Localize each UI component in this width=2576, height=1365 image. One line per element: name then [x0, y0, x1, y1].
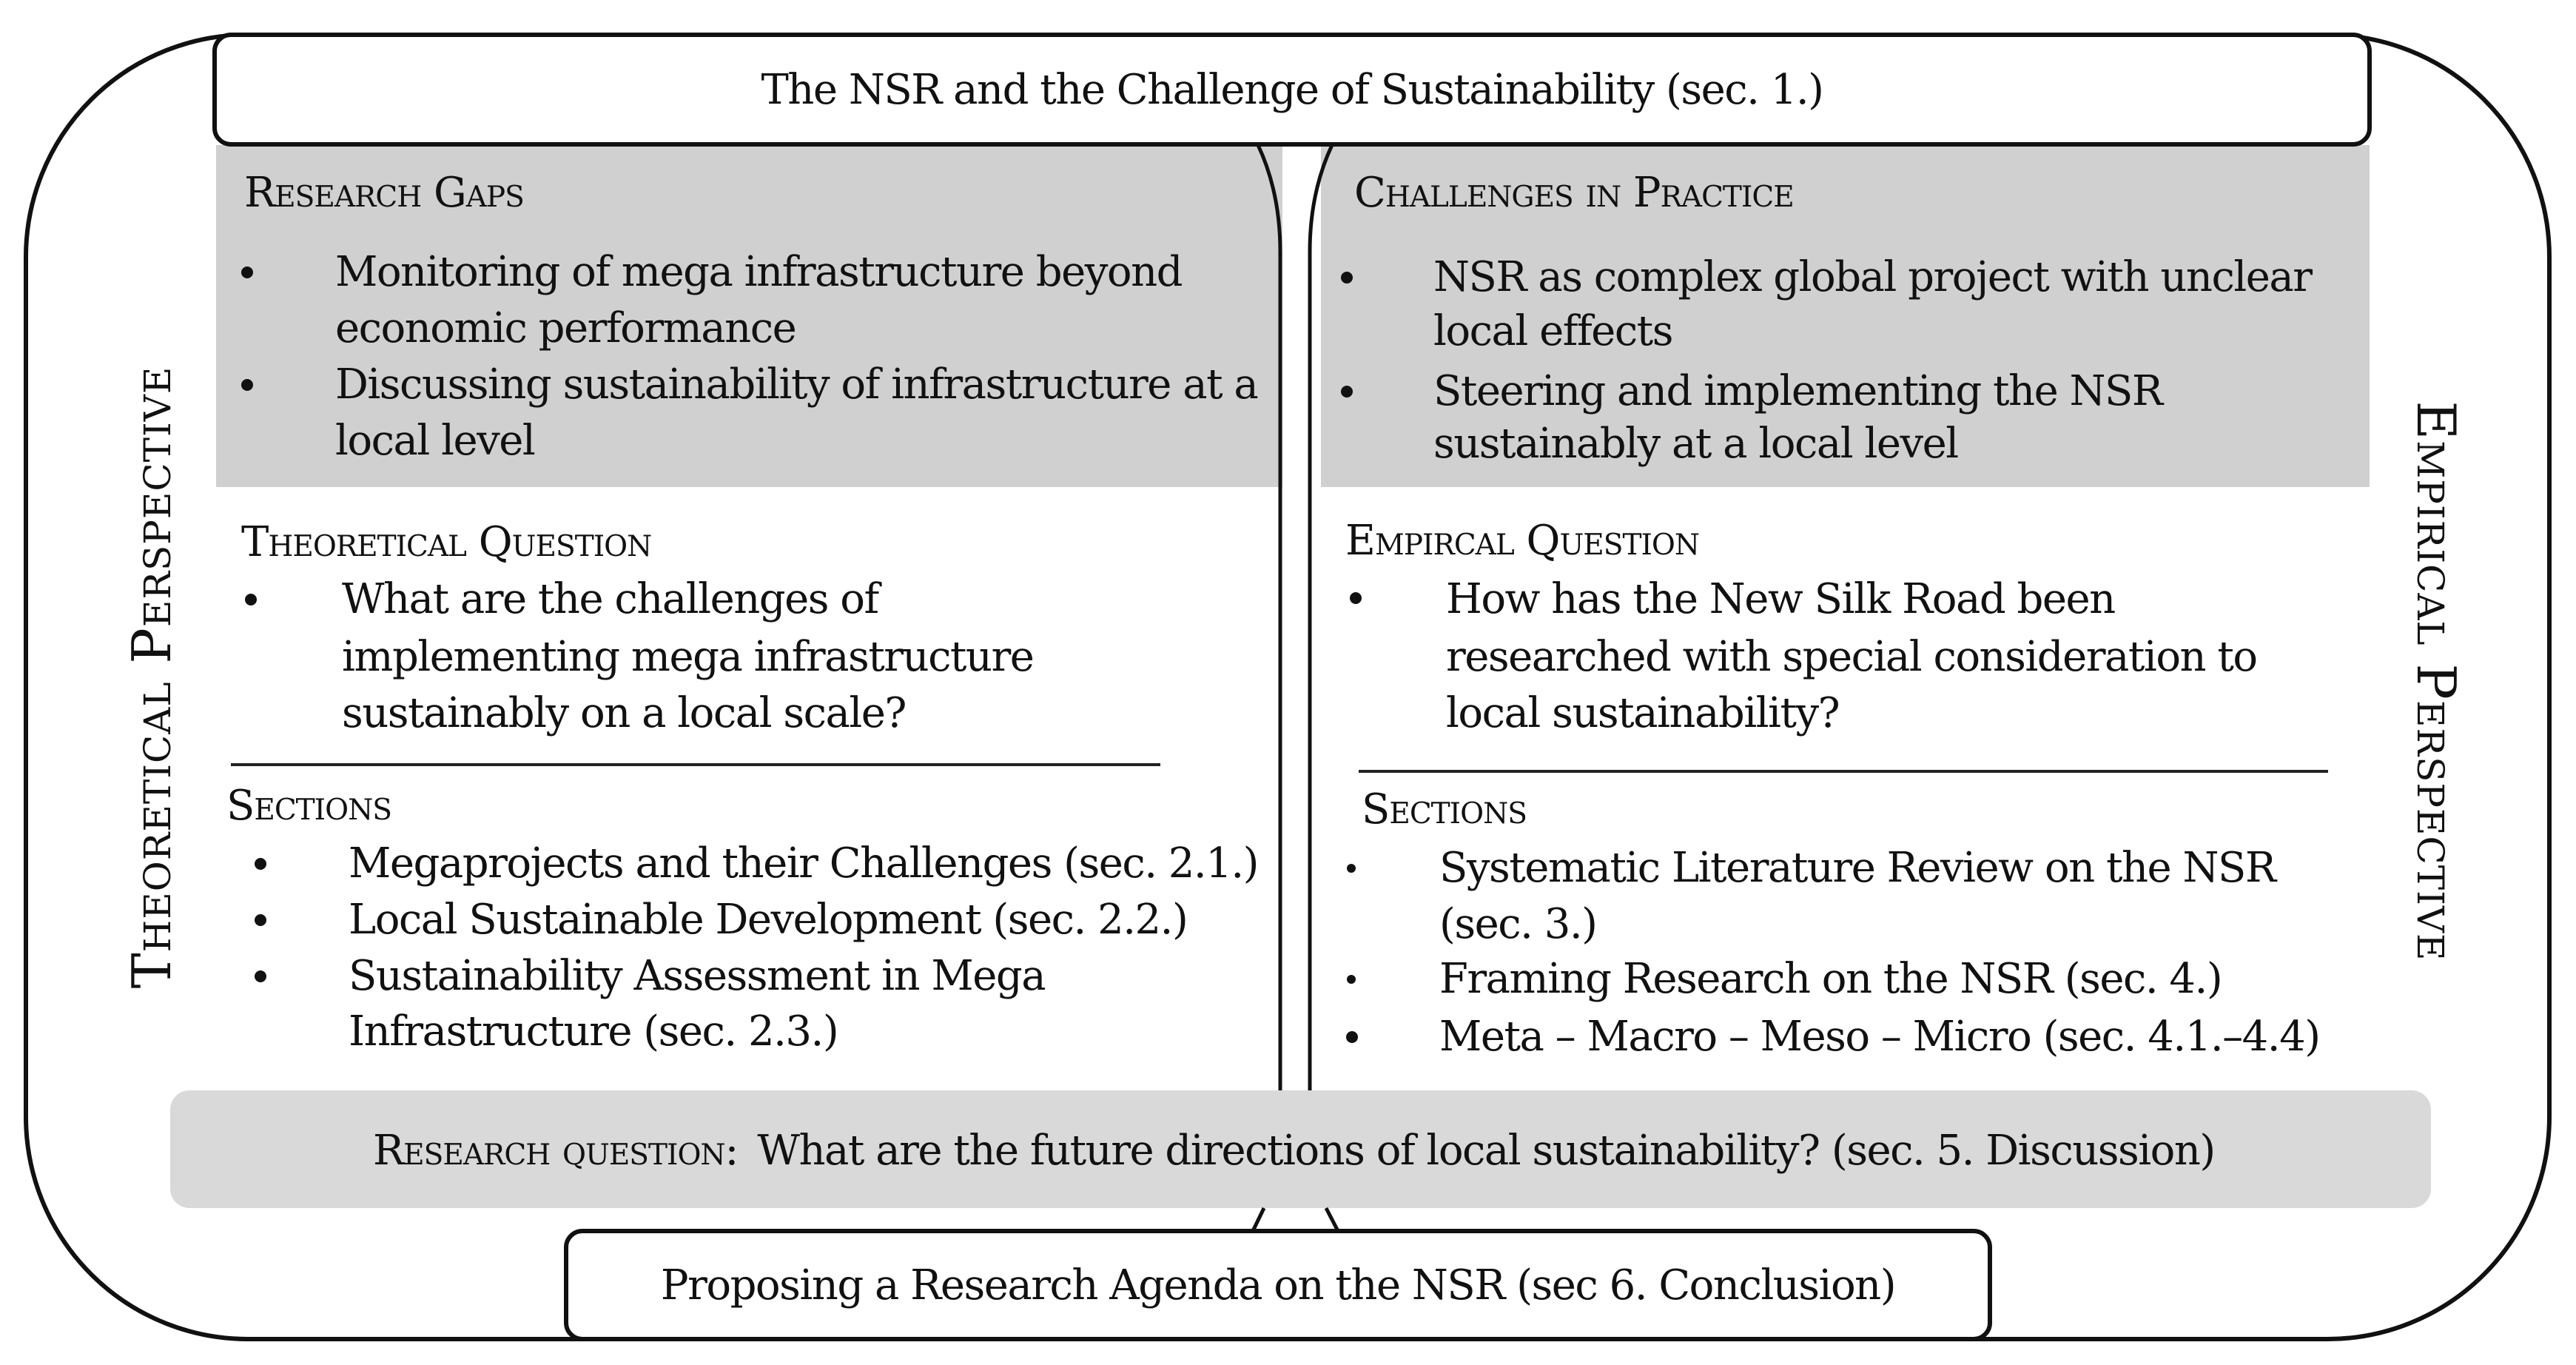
section-link-2-1: Megaprojects and their Challenges (sec. 2.1.): [349, 839, 1259, 888]
left-sections-heading: Sections: [226, 782, 391, 830]
right-separator: [1359, 770, 2328, 773]
challenges-heading: Challenges in Practice: [1354, 169, 1794, 217]
research-gaps-heading: Research Gaps: [244, 169, 524, 217]
top-box: [215, 35, 2370, 144]
challenge-line: Steering and implementing the NSR: [1433, 367, 2162, 415]
theoretical-question-line: What are the challenges of: [342, 575, 878, 623]
empirical-question-line: local sustainability?: [1446, 689, 1840, 737]
section-link-2-3: Sustainability Assessment in Mega: [349, 952, 1046, 1000]
challenge-line: NSR as complex global project with unclear: [1433, 253, 2312, 301]
bottom-box: [566, 1231, 1990, 1339]
bullet-icon: [1350, 592, 1362, 604]
research-question-text: What are the future directions of local sustainability? (sec. 5. Discussion): [757, 1127, 2215, 1175]
theoretical-question-line: implementing mega infrastructure: [342, 633, 1034, 681]
bullet-icon: [245, 594, 257, 606]
section-link-4-1-4-4: Meta – Macro – Meso – Micro (sec. 4.1.–4.4): [1439, 1013, 2320, 1061]
research-gap-line: Discussing sustainability of infrastructure at a: [335, 360, 1258, 409]
section-link-2-2: Local Sustainable Development (sec. 2.2.): [349, 896, 1188, 944]
bullet-icon: [1347, 864, 1356, 873]
research-gap-line: local level: [335, 417, 535, 465]
right-sections-heading: Sections: [1362, 785, 1527, 834]
empirical-question-heading: Empircal Question: [1345, 517, 1700, 565]
left-separator: [231, 763, 1160, 766]
bullet-icon: [255, 970, 266, 982]
bullet-icon: [241, 266, 253, 278]
section-link-4: Framing Research on the NSR (sec. 4.): [1439, 955, 2222, 1003]
bullet-icon: [241, 379, 253, 391]
research-gap-line: Monitoring of mega infrastructure beyond: [335, 248, 1182, 296]
research-gap-line: economic performance: [335, 304, 796, 352]
research-question-box: [373, 1123, 2215, 1179]
top-box-title: The NSR and the Challenge of Sustainability (sec. 1.): [761, 65, 1823, 114]
bullet-icon: [1346, 1031, 1358, 1043]
empirical-perspective-label: Empirical Perspective: [2405, 400, 2467, 962]
theoretical-perspective-label: Theoretical Perspective: [121, 366, 183, 989]
empirical-question-line: How has the New Silk Road been: [1446, 575, 2115, 623]
challenge-line: sustainably at a local level: [1433, 420, 1958, 468]
challenge-line: local effects: [1433, 307, 1672, 355]
empirical-question-line: researched with special consideration to: [1446, 633, 2257, 681]
bullet-icon: [1341, 272, 1353, 284]
theoretical-question-heading: Theoretical Question: [241, 518, 652, 566]
research-question-label: Research question:: [373, 1127, 739, 1175]
bullet-icon: [255, 914, 266, 926]
bullet-icon: [1341, 386, 1353, 398]
bottom-box-title: Proposing a Research Agenda on the NSR (sec 6. Conclusion): [660, 1261, 1896, 1309]
theoretical-question-line: sustainably on a local scale?: [342, 689, 906, 737]
bullet-icon: [255, 858, 266, 870]
section-link-3-cont: (sec. 3.): [1439, 900, 1597, 948]
section-link-3: Systematic Literature Review on the NSR: [1439, 844, 2276, 892]
bullet-icon: [1347, 975, 1356, 984]
section-link-2-3-cont: Infrastructure (sec. 2.3.): [349, 1007, 838, 1056]
